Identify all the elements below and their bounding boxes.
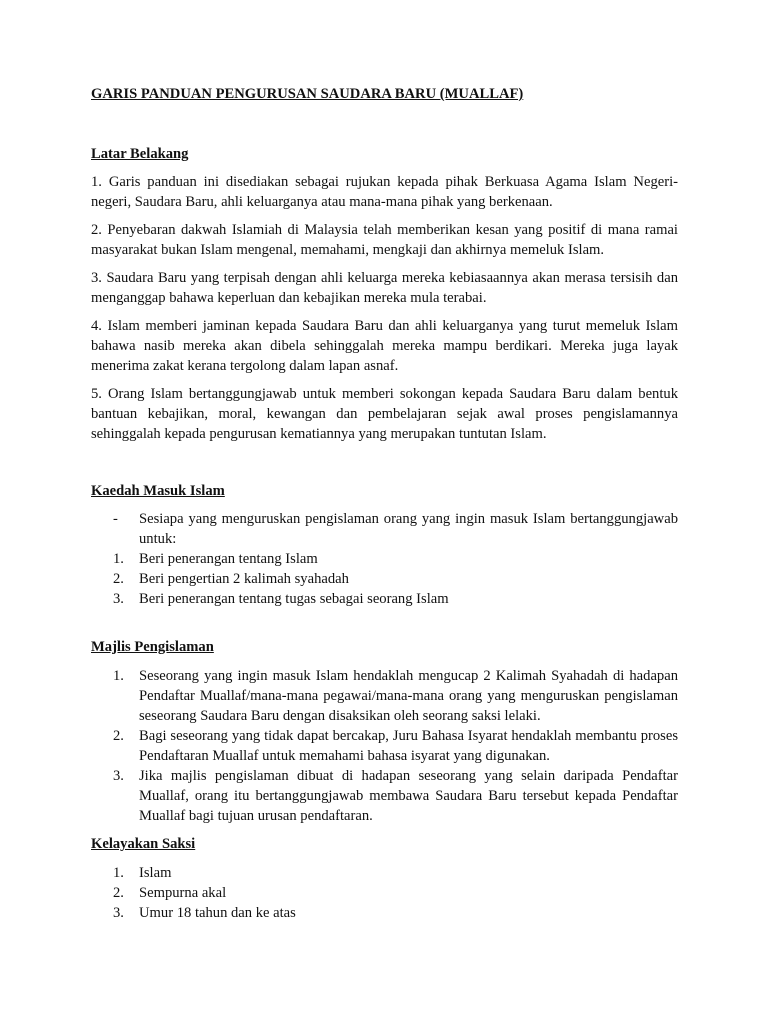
kaedah-intro-text: Sesiapa yang menguruskan pengislaman orang yang ingin masuk Islam bertanggungjawab untuk:: [139, 511, 678, 547]
list-text: Beri pengertian 2 kalimah syahadah: [139, 571, 349, 587]
list-text: Sempurna akal: [139, 885, 227, 901]
latar-paragraph-5: 5. Orang Islam bertanggungjawab untuk memberi sokongan kepada Saudara Baru dalam bentuk bantuan kebajikan, moral, kewangan dan pembelajaran sejak awal proses pengislamannya sehinggalah kepada pengurusan kematiannya yang merupakan tuntutan Islam.: [91, 386, 678, 442]
latar-paragraph-3: 3. Saudara Baru yang terpisah dengan ahli keluarga mereka kebiasaannya akan merasa tersisih dan menganggap bahawa keperluan dan kebajikan mereka mula terabai.: [91, 270, 678, 306]
list-text: Seseorang yang ingin masuk Islam hendaklah mengucap 2 Kalimah Syahadah di hadapan Pendaftar Muallaf/mana-mana pegawai/mana-mana orang yang menguruskan pengislaman seseorang Saudara Baru dengan disaksikan oleh seorang saksi lelaki.: [139, 668, 678, 724]
kelayakan-list-item: [91, 883, 678, 903]
latar-paragraph-2: 2. Penyebaran dakwah Islamiah di Malaysia telah memberikan kesan yang positif di mana ramai masyarakat bukan Islam mengenal, memahami, mengkaji dan akhirnya memeluk Islam.: [91, 222, 678, 258]
majlis-list-item: [91, 666, 678, 726]
list-number: 3.: [113, 768, 124, 784]
document-title: GARIS PANDUAN PENGURUSAN SAUDARA BARU (MUALLAF): [91, 86, 524, 102]
list-text: Umur 18 tahun dan ke atas: [139, 905, 296, 921]
list-number: 1.: [113, 668, 124, 684]
list-text: Jika majlis pengislaman dibuat di hadapan seseorang yang selain daripada Pendaftar Muallaf, orang itu bertanggungjawab membawa Saudara Baru tersebut kepada Pendaftar Muallaf bagi tujuan urusan pendaftaran.: [139, 768, 678, 824]
kaedah-intro-item: [91, 509, 678, 549]
kaedah-list-item: [91, 589, 678, 609]
list-number: 3.: [113, 905, 124, 921]
list-number: 1.: [113, 865, 124, 881]
heading-majlis-pengislaman: Majlis Pengislaman: [91, 639, 214, 655]
list-text: Beri penerangan tentang Islam: [139, 551, 318, 567]
list-number: 2.: [113, 728, 124, 744]
latar-paragraph-4: 4. Islam memberi jaminan kepada Saudara Baru dan ahli keluarganya yang turut memeluk Islam bahawa nasib mereka akan dibela sehinggalah mereka mampu berdikari. Mereka juga layak menerima zakat kerana tergolong dalam lapan asnaf.: [91, 318, 678, 374]
heading-kelayakan-saksi: Kelayakan Saksi: [91, 836, 196, 852]
kaedah-list-item: [91, 549, 678, 569]
heading-latar-belakang: Latar Belakang: [91, 146, 189, 162]
dash-marker: -: [113, 511, 118, 527]
kelayakan-list-item: [91, 863, 678, 883]
latar-paragraph-1: 1. Garis panduan ini disediakan sebagai rujukan kepada pihak Berkuasa Agama Islam Negeri-negeri, Saudara Baru, ahli keluarganya atau mana-mana pihak yang berkenaan.: [91, 174, 678, 210]
list-text: Bagi seseorang yang tidak dapat bercakap, Juru Bahasa Isyarat hendaklah membantu proses Pendaftaran Muallaf untuk memahami bahasa isyarat yang digunakan.: [139, 728, 678, 764]
list-text: Islam: [139, 865, 172, 881]
document-page: [91, 84, 678, 923]
list-text: Beri penerangan tentang tugas sebagai seorang Islam: [139, 591, 449, 607]
kaedah-list-item: [91, 569, 678, 589]
heading-kaedah-masuk-islam: Kaedah Masuk Islam: [91, 483, 225, 499]
list-number: 2.: [113, 571, 124, 587]
list-number: 2.: [113, 885, 124, 901]
majlis-list-item: [91, 726, 678, 766]
list-number: 1.: [113, 551, 124, 567]
list-number: 3.: [113, 591, 124, 607]
kelayakan-list-item: [91, 903, 678, 923]
majlis-list-item: [91, 766, 678, 826]
